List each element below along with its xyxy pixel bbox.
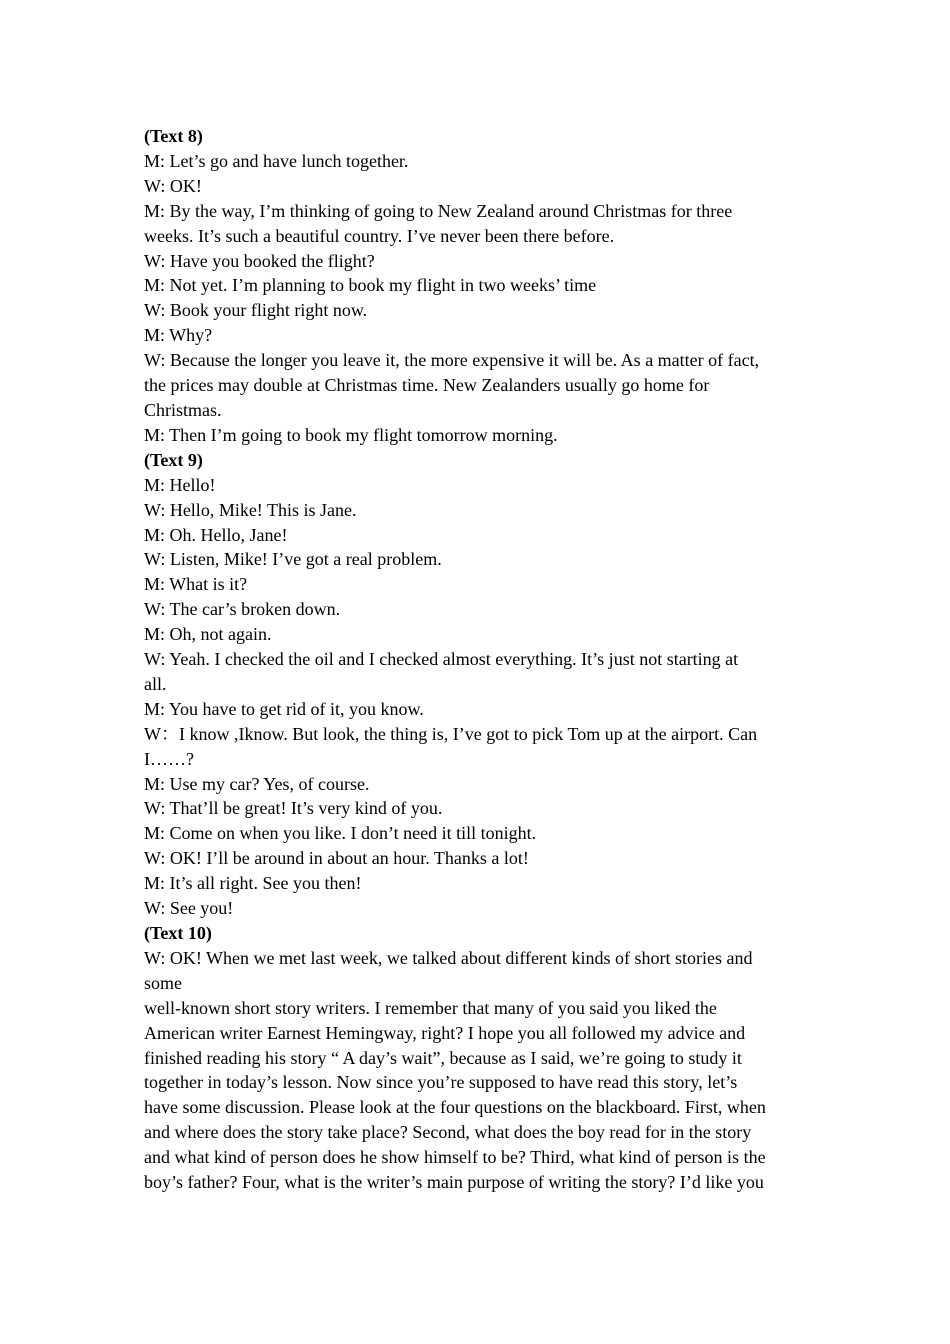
transcript-line: W: Listen, Mike! I’ve got a real problem. (144, 549, 442, 570)
transcript-line: W: OK! When we met last week, we talked about different kinds of short stories and (144, 947, 753, 968)
transcript-line: W: Yeah. I checked the oil and I checked almost everything. It’s just not starting at (144, 649, 739, 670)
transcript-line: W: See you! (144, 898, 234, 919)
transcript-line: M: Then I’m going to book my flight tomorrow morning. (144, 424, 558, 445)
transcript-line: M: Hello! (144, 474, 216, 495)
transcript-line: W: Because the longer you leave it, the more expensive it will be. As a matter of fact, (144, 350, 760, 371)
transcript-line: W: The car’s broken down. (144, 599, 341, 620)
transcript-line: M: By the way, I’m thinking of going to New Zealand around Christmas for three (144, 200, 733, 221)
section-heading: (Text 8) (144, 126, 203, 146)
transcript-line: and where does the story take place? Second, what does the boy read for in the story (144, 1122, 752, 1143)
transcript-line: M: Let’s go and have lunch together. (144, 150, 409, 171)
transcript-line: M: Come on when you like. I don’t need it till tonight. (144, 823, 537, 844)
transcript-line: W: Hello, Mike! This is Jane. (144, 499, 357, 520)
transcript-line: W：I know ,Iknow. But look, the thing is, I’ve got to pick Tom up at the airport. Can (144, 723, 758, 744)
transcript-line: weeks. It’s such a beautiful country. I’ve never been there before. (144, 225, 615, 246)
transcript-line: well-known short story writers. I remember that many of you said you liked the (144, 997, 717, 1018)
transcript-line: W: OK! (144, 175, 202, 196)
transcript-line: M: It’s all right. See you then! (144, 873, 362, 894)
transcript-body (144, 124, 808, 1195)
transcript-line: M: Why? (144, 325, 213, 346)
transcript-line: M: Not yet. I’m planning to book my flight in two weeks’ time (144, 275, 597, 296)
transcript-line: M: Oh. Hello, Jane! (144, 524, 288, 545)
transcript-line: W: OK! I’ll be around in about an hour. Thanks a lot! (144, 848, 529, 869)
transcript-line: all. (144, 673, 167, 694)
transcript-line: W: That’ll be great! It’s very kind of you. (144, 798, 443, 819)
transcript-line: finished reading his story “ A day’s wait”, because as I said, we’re going to study it (144, 1047, 742, 1068)
transcript-line: some (144, 972, 182, 993)
transcript-line: and what kind of person does he show himself to be? Third, what kind of person is the (144, 1147, 766, 1168)
transcript-line: have some discussion. Please look at the four questions on the blackboard. First, when (144, 1097, 766, 1118)
transcript-line: together in today’s lesson. Now since you’re supposed to have read this story, let’s (144, 1072, 738, 1093)
section-heading: (Text 10) (144, 923, 212, 943)
transcript-line: M: Use my car? Yes, of course. (144, 773, 370, 794)
transcript-line: I……? (144, 748, 194, 769)
transcript-line: W: Have you booked the flight? (144, 250, 375, 271)
transcript-line: M: You have to get rid of it, you know. (144, 698, 424, 719)
transcript-line: American writer Earnest Hemingway, right? I hope you all followed my advice and (144, 1022, 746, 1043)
transcript-line: boy’s father? Four, what is the writer’s main purpose of writing the story? I’d like you (144, 1172, 764, 1193)
section-heading: (Text 9) (144, 449, 203, 470)
transcript-line: M: Oh, not again. (144, 624, 272, 645)
transcript-line: Christmas. (144, 399, 222, 420)
transcript-line: W: Book your flight right now. (144, 300, 368, 321)
transcript-line: M: What is it? (144, 574, 248, 595)
transcript-line: the prices may double at Christmas time. New Zealanders usually go home for (144, 375, 710, 396)
